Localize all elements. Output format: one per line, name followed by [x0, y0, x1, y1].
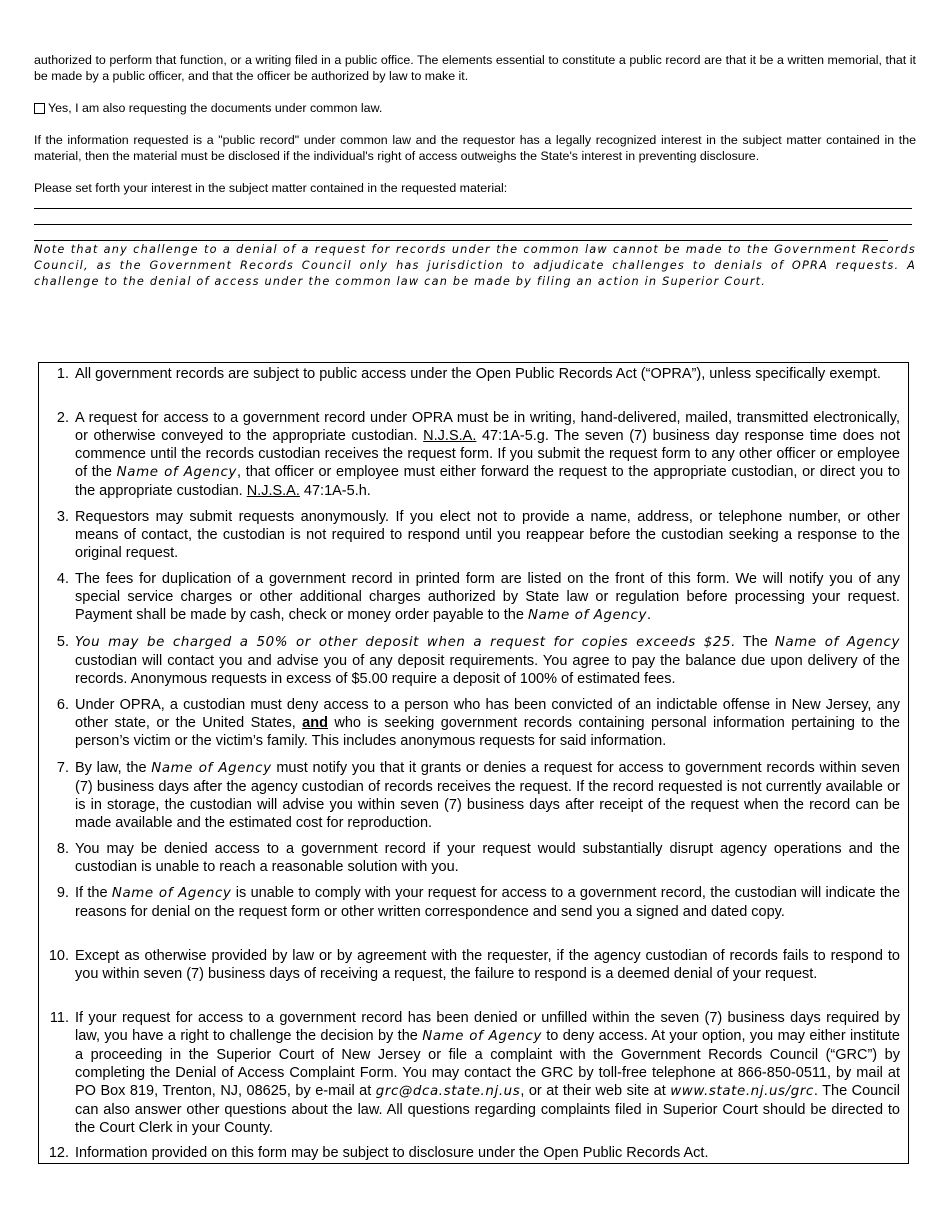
grc-website: www.state.nj.us/grc [670, 1084, 814, 1099]
agency-name-placeholder: Name of Agency [116, 465, 237, 480]
notice-number: 2. [56, 410, 69, 426]
agency-name-placeholder: Name of Agency [422, 1029, 542, 1044]
agency-name-placeholder: Name of Agency [774, 635, 900, 650]
common-law-explanation: If the information requested is a "public record" under common law and the requestor has a legally recognized interest in the subject matter contained in the material, then the material must be disclosed if the individual's right of access outweighs the State's interest in preventing disclosure. [34, 133, 916, 163]
opra-notices-box [38, 362, 909, 1164]
notice-text: If the Name of Agency is unable to comply with your request for access to a government record, the custodian will indicate the reasons for denial on the request form or other written correspondence and send you a signed and dated copy. [75, 885, 901, 920]
notice-text: If your request for access to a government record has been denied or unfilled within the seven (7) business days required by law, you have a right to challenge the decision by the Name of Agency to deny access. At your option, you may either institute a proceeding in the Superior Court of New Jersey or file a complaint with the Government Records Council (“GRC”) by completing the Denial of Access Complaint Form. You may contact the GRC by toll-free telephone at 866-850-0511, by mail at PO Box 819, Trenton, NJ, 08625, by e-mail at grc@dca.state.nj.us, or at their web site at www.state.nj.us/grc. The Council can also answer other questions about the law. All questions regarding complaints filed in Superior Court should be directed to the Court Clerk in your County. [75, 1010, 900, 1136]
notice-number: 1. [56, 366, 69, 382]
notice-text: All government records are subject to public access under the Open Public Records Act (“OPRA”), unless specifically exempt. [75, 366, 881, 382]
statute-citation: N.J.S.A. [246, 483, 300, 499]
notice-text: Requestors may submit requests anonymously. If you elect not to provide a name, address, or telephone number, or other means of contact, the custodian is not required to respond until you reappear before the custodian seeking a response to the original request. [75, 509, 900, 561]
emphasis-and: and [302, 715, 328, 731]
interest-prompt: Please set forth your interest in the subject matter contained in the requested material: [34, 181, 508, 195]
common-law-note: Note that any challenge to a denial of a request for records under the common law cannot be made to the Government Records Council, as the Government Records Council only has jurisdiction to adjudicate challenges to denials of OPRA requests. A challenge to the denial of access under the common law can be made by filing an action in Superior Court. [34, 243, 916, 288]
common-law-checkbox-row[interactable] [34, 100, 916, 116]
grc-email: grc@dca.state.nj.us [375, 1084, 521, 1099]
notice-text: Except as otherwise provided by law or by agreement with the requester, if the agency custodian of records fails to respond to you within seven (7) business days of receiving a request, the failure to respond is a deemed denial of your request. [75, 948, 900, 982]
statute-citation: N.J.S.A. [423, 428, 477, 444]
notice-text: You may be denied access to a government record if your request would substantially disrupt agency operations and the custodian is unable to reach a reasonable solution with you. [75, 841, 900, 875]
notice-number: 7. [56, 760, 69, 776]
notice-number: 12. [48, 1145, 69, 1161]
interest-answer-line-1[interactable] [34, 208, 912, 209]
common-law-section [34, 52, 916, 290]
agency-name-placeholder: Name of Agency [527, 608, 647, 623]
notice-number: 9. [56, 885, 69, 901]
notice-text: The fees for duplication of a government record in printed form are listed on the front of this form. We will notify you of any special service charges or other additional charges authorized by State law or regulation before processing your request. Payment shall be made by cash, check or money order payable to the Name of Agency. [75, 571, 900, 623]
agency-name-placeholder: Name of Agency [151, 761, 272, 776]
notice-number: 4. [56, 571, 69, 587]
notice-text: A request for access to a government record under OPRA must be in writing, hand-delivered, mailed, transmitted electronically, or otherwise conveyed to the appropriate custodian. N.J.S.A. 47:1A-5.g. The seven (7) business day response time does not commence until the records custodian receives the request form. If you submit the request form to any other officer or employee of the Name of Agency, that officer or employee must either forward the request to the appropriate custodian, or direct you to the appropriate custodian. N.J.S.A. 47:1A-5.h. [75, 410, 901, 499]
common-law-checkbox[interactable] [34, 103, 45, 114]
notice-text: Under OPRA, a custodian must deny access to a person who has been convicted of an indictable offense in New Jersey, any other state, or the United States, and who is seeking government records containing personal information pertaining to the person’s victim or the victim’s family. This includes anonymous requests for said information. [75, 697, 900, 749]
agency-name-placeholder: Name of Agency [111, 886, 232, 901]
common-law-checkbox-label: Yes, I am also requesting the documents under common law. [48, 101, 383, 115]
interest-answer-line-2[interactable] [34, 224, 912, 225]
notice-text: You may be charged a 50% or other deposit when a request for copies exceeds $25. The Name of Agency custodian will contact you and advise you of any deposit requirements. You agree to pay the balance due upon delivery of the records. Anonymous requests in excess of $5.00 require a deposit of 100% of estimated fees. [75, 634, 900, 687]
notice-number: 5. [56, 634, 69, 650]
notice-number: 10. [48, 948, 69, 964]
notice-number: 3. [56, 509, 69, 525]
notice-number: 6. [56, 697, 69, 713]
deposit-notice: You may be charged a 50% or other deposit when a request for copies exceeds $25. [75, 635, 736, 650]
notice-text: By law, the Name of Agency must notify you that it grants or denies a request for access to government records within seven (7) business days after the agency custodian of records receives the request. If the record requested is not currently available or is in storage, the custodian will advise you within seven (7) business days after receipt of the request when the record can be made available and the estimated cost for reproduction. [75, 760, 900, 831]
notice-number: 8. [56, 841, 69, 857]
notice-text: Information provided on this form may be subject to disclosure under the Open Public Records Act. [75, 1145, 709, 1161]
interest-answer-line-3[interactable] [34, 240, 888, 241]
notice-number: 11. [49, 1010, 69, 1026]
intro-paragraph: authorized to perform that function, or a writing filed in a public office. The elements essential to constitute a public record are that it be a written memorial, that it be made by a public officer, and that the officer be authorized by law to make it. [34, 53, 916, 83]
